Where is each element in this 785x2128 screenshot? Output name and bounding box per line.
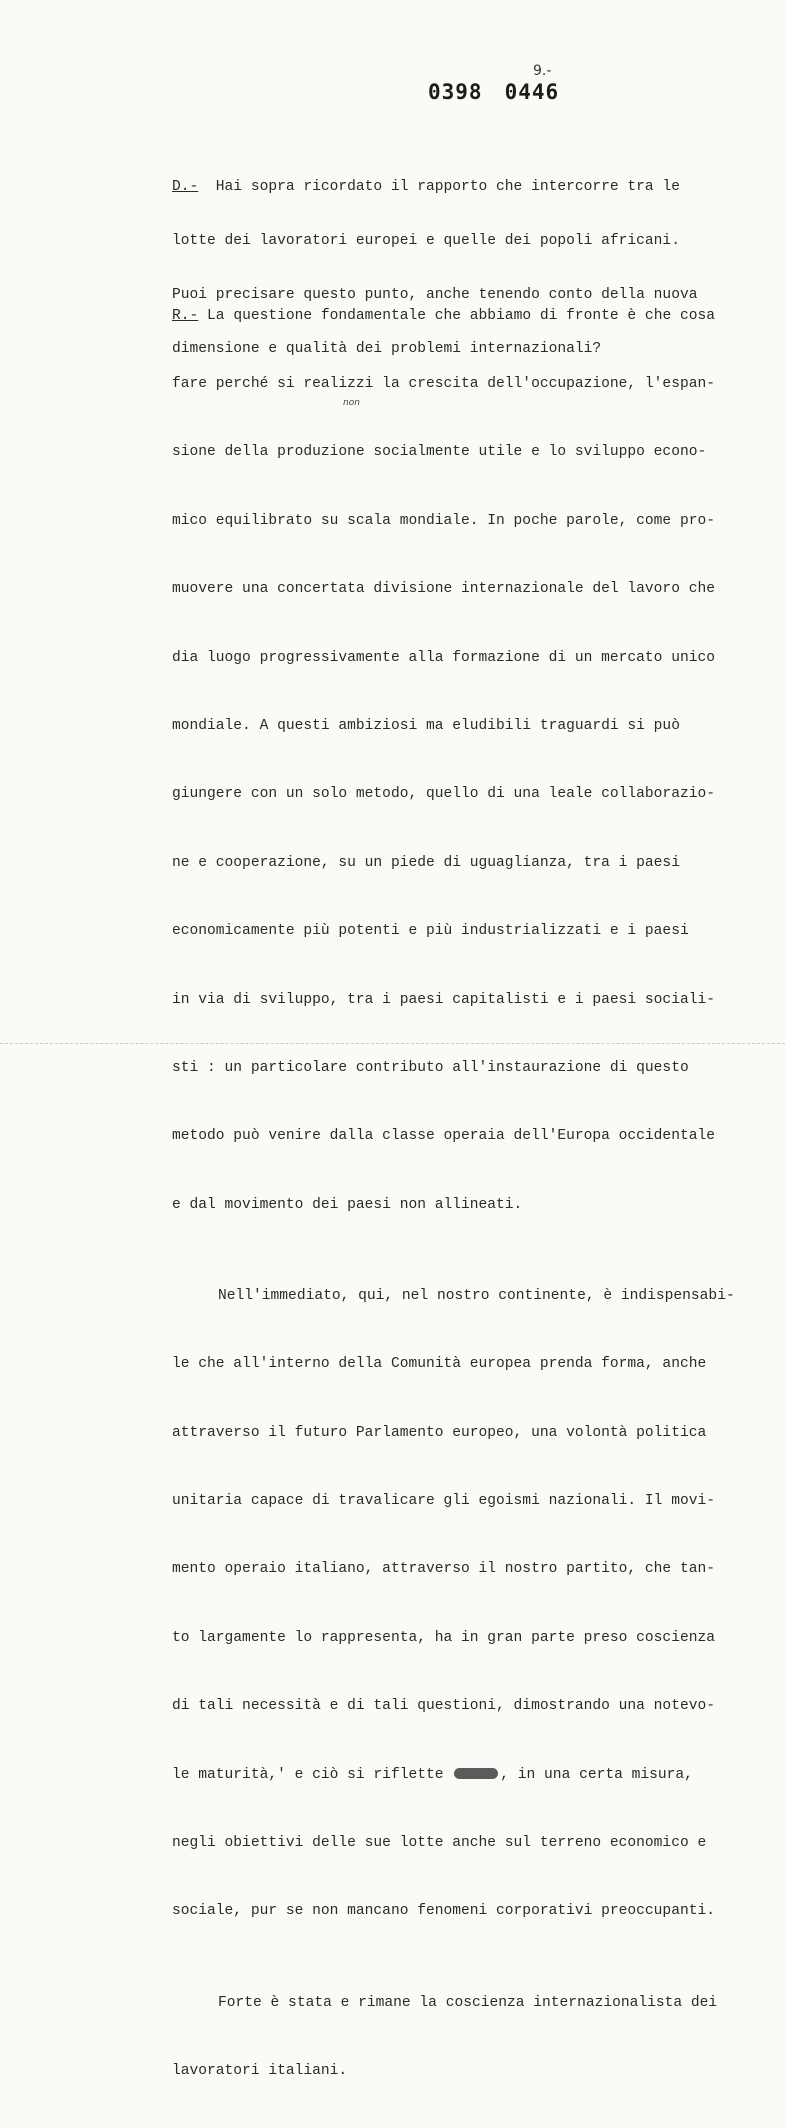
answer-line: giungere con un solo metodo, quello di una leale collaborazio- (172, 786, 715, 803)
stamp-number-left: 0398 (428, 80, 483, 104)
question-line: lotte dei lavoratori europei e quelle dei popoli africani. (172, 233, 680, 249)
answer-line: metodo può venire dalla classe operaia dell'Europa occidentale (172, 1128, 715, 1145)
handwritten-insert: non (343, 398, 360, 408)
answer-block (172, 259, 782, 2128)
answer-line: le maturità,' e ciò si riflette (172, 1766, 444, 1783)
answer-line: unitaria capace di travalicare gli egoismi nazionali. Il movi- (172, 1493, 715, 1510)
answer-line: Forte è stata e rimane la coscienza internazionalista dei (218, 1994, 718, 2011)
answer-line: ne e cooperazione, su un piede di uguaglianza, tra i paesi (172, 854, 680, 871)
answer-line: attraverso il futuro Parlamento europeo, una volontà politica (172, 1424, 707, 1441)
answer-line: mico equilibrato su scala mondiale. In poche parole, come pro- (172, 512, 715, 529)
question-line: dimensione e qualità dei problemi internazionali? (172, 341, 602, 357)
answer-line: economicamente più potenti e più industrializzati e i paesi (172, 923, 689, 940)
answer-line: sti : un particolare contributo all'instaurazione di questo (172, 1059, 689, 1076)
answer-line: sociale, pur se non mancano fenomeni corporativi preoccupanti. (172, 1903, 715, 1920)
answer-line: dia luogo progressivamente alla formazione di un mercato unico (172, 649, 715, 666)
answer-line: mento operaio italiano, attraverso il nostro partito, che tan- (172, 1561, 715, 1578)
answer-line: di tali necessità e di tali questioni, dimostrando una notevo- (172, 1698, 715, 1715)
answer-line: le che all'interno della Comunità europea prenda forma, anche (172, 1356, 707, 1373)
answer-line: to largamente lo rappresenta, ha in gran parte preso coscienza (172, 1629, 715, 1646)
scan-edge-line (0, 1043, 785, 1044)
redaction-blot (454, 1768, 498, 1779)
answer-line: sione della produzione socialmente utile e lo sviluppo econo- (172, 444, 707, 461)
stamp-number-right: 0446 (504, 80, 560, 104)
answer-line: mondiale. A questi ambiziosi ma eludibili traguardi si può (172, 717, 680, 734)
answer-line: Nell'immediato, qui, nel nostro continente, è indispensabi- (218, 1287, 735, 1304)
archive-stamp (428, 80, 559, 104)
question-label: D.- (172, 179, 199, 195)
answer-line: negli obiettivi delle sue lotte anche sul terreno economico e (172, 1834, 707, 1851)
answer-line: fare perché si realizzi la crescita dell'occupazione, l'espan- (172, 375, 715, 392)
answer-line: La questione fondamentale che abbiamo di fronte è che cosa (207, 307, 715, 324)
question-line: Hai sopra ricordato il rapporto che intercorre tra le (215, 179, 680, 195)
answer-label: R.- (172, 307, 199, 324)
answer-line: , in una certa misura, (500, 1766, 693, 1783)
answer-line: lavoratori italiani. (172, 2062, 348, 2079)
answer-line: e dal movimento dei paesi non allineati. (172, 1196, 523, 1213)
page-number-note: 9.- (533, 63, 552, 79)
question-line: Puoi precisare questo punto, anche tenendo conto della nuova (172, 287, 698, 303)
answer-line: muovere una concertata divisione internazionale del lavoro che (172, 581, 715, 598)
answer-line: in via di sviluppo, tra i paesi capitalisti e i paesi sociali- (172, 991, 715, 1008)
